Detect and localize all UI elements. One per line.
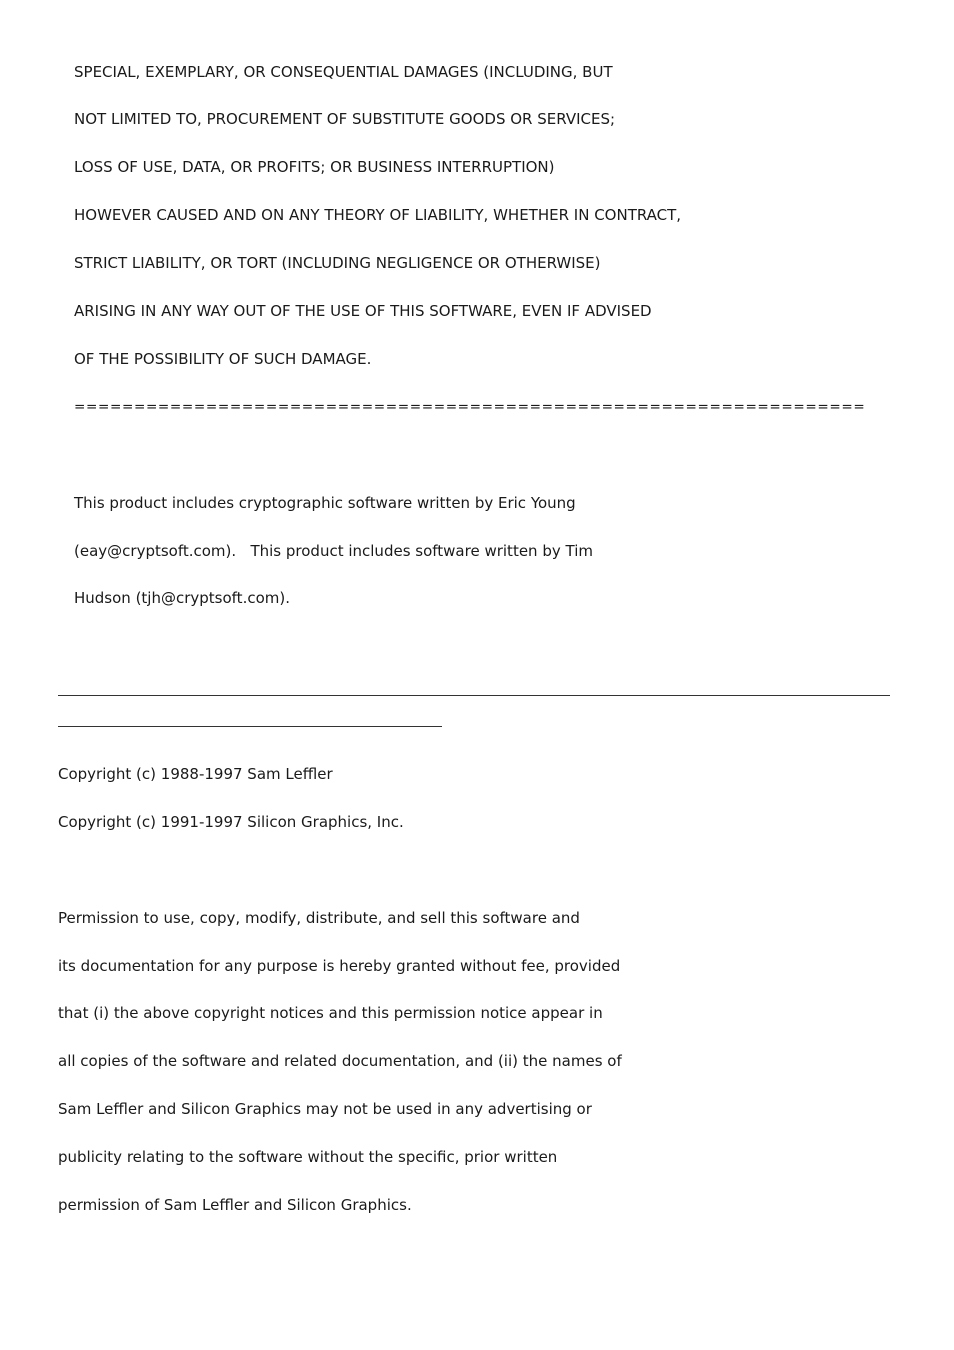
disclaimer-line: HOWEVER CAUSED AND ON ANY THEORY OF LIABILITY, WHETHER IN CONTRACT,	[74, 206, 682, 224]
permission-line: its documentation for any purpose is hereby granted without fee, provided	[58, 957, 621, 975]
horizontal-rule-short	[58, 726, 442, 727]
copyright-line: Copyright (c) 1991-1997 Silicon Graphics, Inc.	[58, 813, 404, 831]
permission-line: that (i) the above copyright notices and this permission notice appear in	[58, 1004, 603, 1022]
attribution-line: This product includes cryptographic software written by Eric Young	[74, 494, 576, 512]
horizontal-rule	[58, 695, 890, 696]
attribution-line: Hudson (tjh@cryptsoft.com).	[74, 589, 290, 607]
permission-line: permission of Sam Leffler and Silicon Graphics.	[58, 1196, 412, 1214]
equals-rule: ==================================================================	[74, 399, 866, 415]
disclaimer-line: NOT LIMITED TO, PROCUREMENT OF SUBSTITUTE GOODS OR SERVICES;	[74, 110, 616, 128]
permission-line: Sam Leffler and Silicon Graphics may not be used in any advertising or	[58, 1100, 592, 1118]
disclaimer-line: LOSS OF USE, DATA, OR PROFITS; OR BUSINESS INTERRUPTION)	[74, 158, 555, 176]
copyright-line: Copyright (c) 1988-1997 Sam Leffler	[58, 765, 333, 783]
disclaimer-line: SPECIAL, EXEMPLARY, OR CONSEQUENTIAL DAMAGES (INCLUDING, BUT	[74, 63, 613, 81]
permission-line: all copies of the software and related documentation, and (ii) the names of	[58, 1052, 622, 1070]
permission-line: Permission to use, copy, modify, distribute, and sell this software and	[58, 909, 580, 927]
attribution-line: (eay@cryptsoft.com). This product includes software written by Tim	[74, 542, 593, 560]
disclaimer-line: ARISING IN ANY WAY OUT OF THE USE OF THIS SOFTWARE, EVEN IF ADVISED	[74, 302, 652, 320]
disclaimer-line: OF THE POSSIBILITY OF SUCH DAMAGE.	[74, 350, 372, 368]
permission-line: publicity relating to the software without the specific, prior written	[58, 1148, 558, 1166]
disclaimer-line: STRICT LIABILITY, OR TORT (INCLUDING NEGLIGENCE OR OTHERWISE)	[74, 254, 601, 272]
